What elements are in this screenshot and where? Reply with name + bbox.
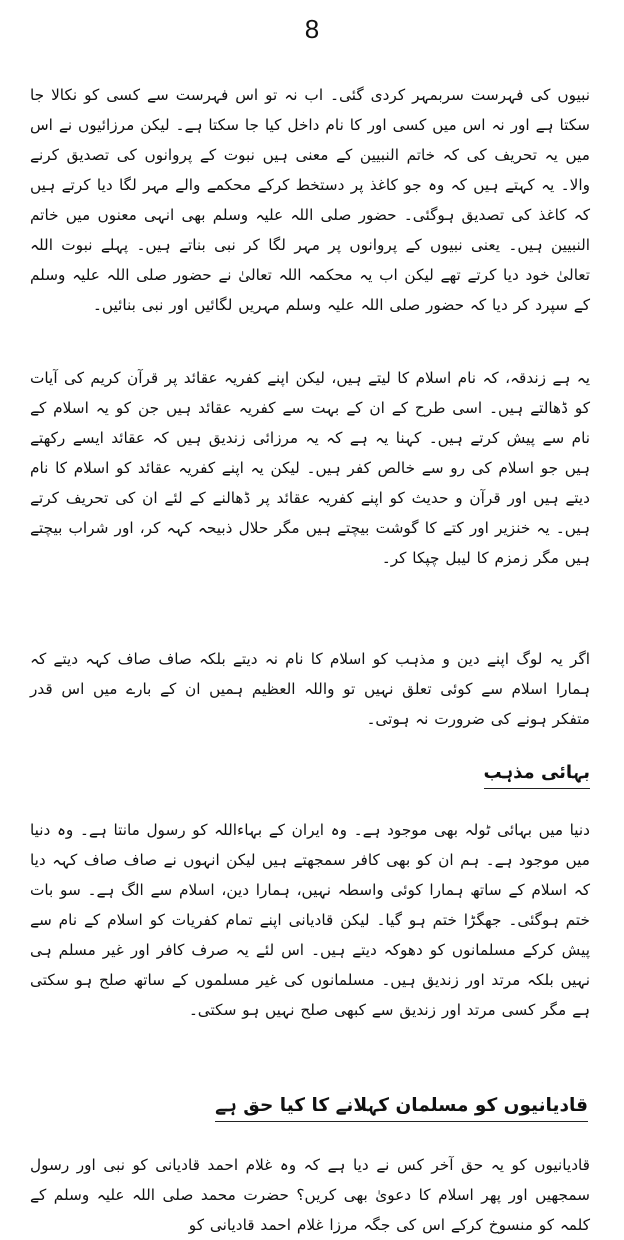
page-number: 8 [304, 14, 320, 44]
paragraph-prophets-list: نبیوں کی فہرست سربمہر کردی گئی۔ اب نہ تو اس فہرست سے کسی کو نکالا جا سکتا ہے اور نہ اس میں کسی اور کا نام داخل کیا جا سکتا ہے۔ لیکن مرزائیوں نے اس میں یہ تحریف کی کہ خاتم النبیین کے معنی ہیں نبوت کے پروانوں کی تصدیق کرنے والا۔ یہ کہتے ہیں کہ وہ جو کاغذ پر دستخط کرکے محکمے والے مہر لگا دیا کرتے ہیں کہ کاغذ کی تصدیق ہوگئی۔ حضور صلی اللہ علیہ وسلم بھی انہی معنوں میں خاتم النبیین ہیں۔ یعنی نبیوں کے پروانوں پر مہر لگا کر نبی بناتے ہیں۔ پہلے نبوت اللہ تعالیٰ خود دیا کرتے تھے لیکن اب یہ محکمہ اللہ تعالیٰ نے حضور صلی اللہ علیہ وسلم کے سپرد کر دیا کہ حضور صلی اللہ علیہ وسلم مہریں لگائیں اور نبی بنائیں۔ [30, 86, 590, 314]
paragraph-if-these-people: اگر یہ لوگ اپنے دین و مذہب کو اسلام کا نام نہ دیتے بلکہ صاف صاف کہہ دیتے کہ ہمارا اسلام سے کوئی تعلق نہیں تو واللہ العظیم ہمیں ان کے بارے میں اس قدر متفکر ہونے کی ضرورت نہ ہوتی۔ [30, 650, 590, 728]
heading-bahai-religion: بہائی مذہب [484, 762, 590, 789]
paragraph-qadiani-claim: قادیانیوں کو یہ حق آخر کس نے دیا ہے کہ وہ غلام احمد قادیانی کو نبی اور رسول سمجھیں اور پھر اسلام کا دعویٰ بھی کریں؟ حضرت محمد صلی اللہ علیہ وسلم کے کلمہ کو منسوخ کرکے اس کی جگہ مرزا غلام احمد قادیانی کو [30, 1156, 590, 1234]
heading-qadiani-right: قادیانیوں کو مسلمان کہلانے کا کیا حق ہے [215, 1095, 588, 1122]
paragraph-zandaqa: یہ ہے زندقہ، کہ نام اسلام کا لیتے ہیں، لیکن اپنے کفریہ عقائد پر قرآن کریم کی آیات کو ڈھالتے ہیں۔ اسی طرح کے ان کے بہت سے کفریہ عقائد ہیں جن کو یہ اسلام کے نام سے پیش کرتے ہیں۔ کہنا یہ ہے کہ یہ مرزائی زندیق ہیں کہ عقائد ایسے رکھتے ہیں جو اسلام کی رو سے خالص کفر ہیں۔ لیکن یہ اپنے کفریہ عقائد کو اسلام کا نام دیتے ہیں اور قرآن و حدیث کو اپنے کفریہ عقائد پر ڈھالنے کے لئے ان کی تحریف کرتے ہیں۔ یہ خنزیر اور کتے کا گوشت بیچتے ہیں مگر حلال ذبیحہ کہہ کر، اور شراب بیچتے ہیں مگر زمزم کا لیبل چپکا کر۔ [30, 369, 590, 567]
paragraph-bahai-group: دنیا میں بہائی ٹولہ بھی موجود ہے۔ وہ ایران کے بہاءاللہ کو رسول مانتا ہے۔ وہ دنیا میں موجود ہے۔ ہم ان کو بھی کافر سمجھتے ہیں لیکن انہوں نے صاف صاف کہہ دیا کہ اسلام کے ساتھ ہمارا کوئی واسطہ نہیں، ہمارا دین، اسلام سے الگ ہے۔ سو بات ختم ہوگئی۔ جھگڑا ختم ہو گیا۔ لیکن قادیانی اپنے تمام کفریات کو اسلام کے نام سے پیش کرکے مسلمانوں کو دھوکہ دیتے ہیں۔ اس لئے یہ صرف کافر اور غیر مسلم ہی نہیں بلکہ مرتد اور زندیق ہیں۔ مسلمانوں کی غیر مسلموں کے ساتھ صلح ہو سکتی ہے مگر کسی مرتد اور زندیق سے کبھی صلح نہیں ہو سکتی۔ [30, 821, 590, 1019]
